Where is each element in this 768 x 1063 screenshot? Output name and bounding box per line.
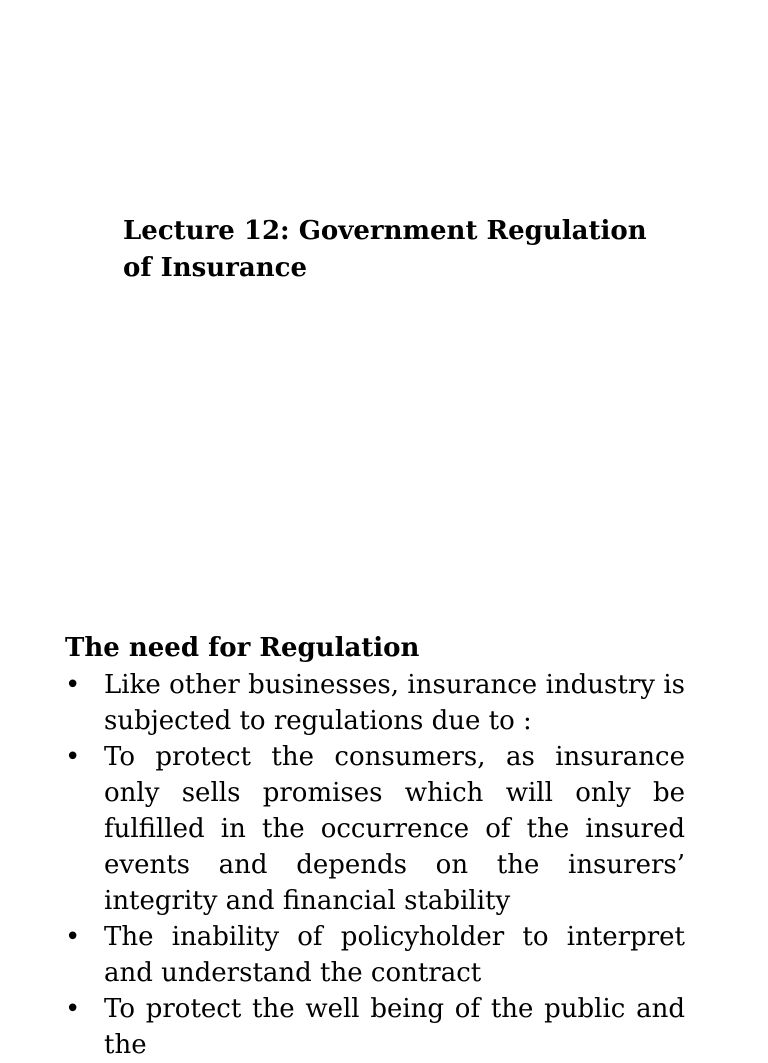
bullet-icon: • [65,670,81,700]
bullet-text: To protect the well being of the public and the [104,994,685,1060]
bullet-icon: • [65,742,81,772]
bullet-icon: • [65,922,81,952]
bullet-icon: • [65,994,81,1024]
bullet-text: Like other businesses, insurance industry is subjected to regulations due to : [104,670,685,736]
bullet-list [65,667,690,1063]
section-heading: The need for Regulation [65,633,420,663]
lecture-title: Lecture 12: Government Regulation of Insurance [123,216,647,283]
bullet-text: The inability of policyholder to interpret and understand the contract [104,922,685,988]
bullet-item [65,739,685,919]
bullet-item [65,667,685,739]
bullet-text: To protect the consumers, as insurance only sells promises which will only be fulfilled in the occurrence of the insured events and depends on the insurers’ integrity and financial stability [104,742,685,916]
bullet-item [65,919,685,991]
regulation-section [65,630,690,1063]
bullet-item [65,991,685,1063]
